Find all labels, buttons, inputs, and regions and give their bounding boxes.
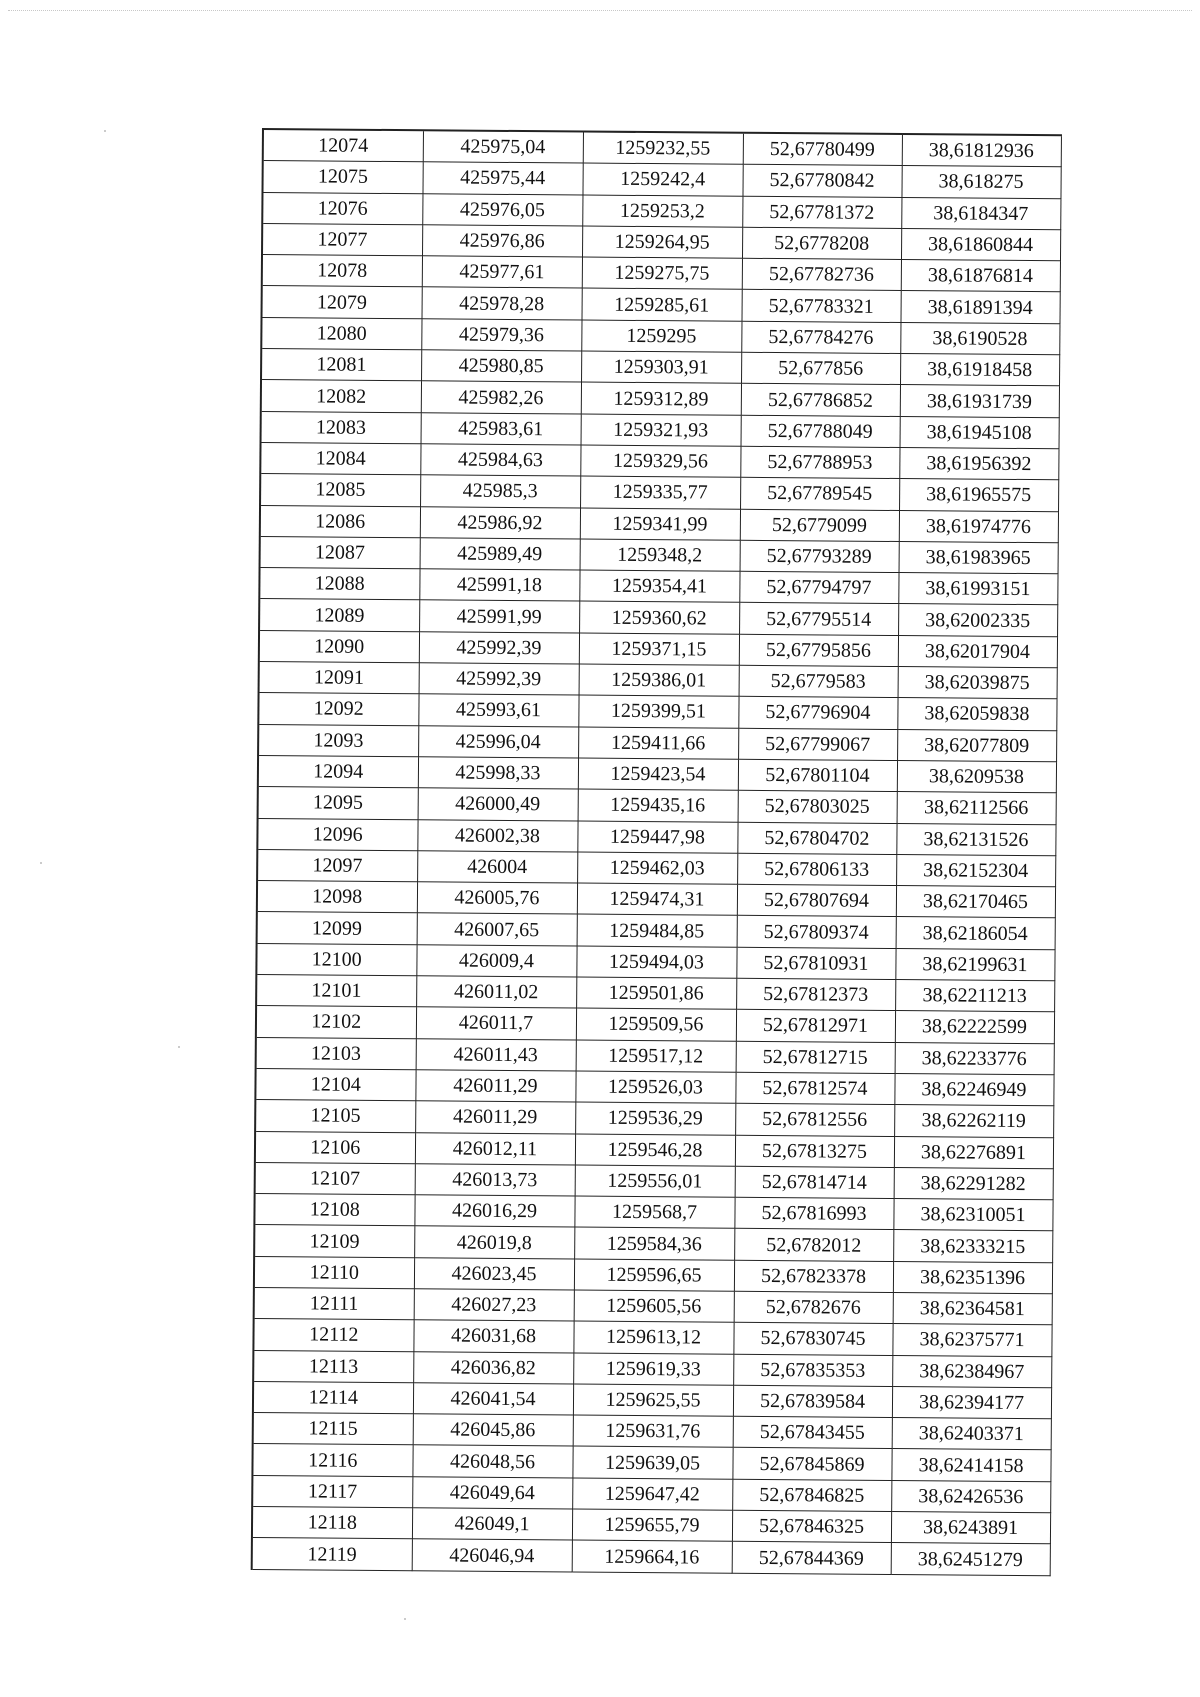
longitude-cell: 38,62131526 [896, 823, 1055, 856]
y-coordinate-cell: 1259526,03 [575, 1071, 735, 1104]
y-coordinate-cell: 1259474,31 [577, 883, 737, 916]
point-number-cell: 12101 [256, 974, 416, 1007]
latitude-cell: 52,67846825 [732, 1479, 891, 1512]
point-number-cell: 12116 [252, 1444, 412, 1477]
x-coordinate-cell: 425983,61 [421, 412, 581, 445]
y-coordinate-cell: 1259264,95 [582, 226, 742, 259]
y-coordinate-cell: 1259354,41 [579, 570, 739, 603]
longitude-cell: 38,62291282 [894, 1167, 1053, 1200]
y-coordinate-cell: 1259517,12 [576, 1040, 736, 1073]
y-coordinate-cell: 1259613,12 [573, 1321, 733, 1354]
point-number-cell: 12111 [254, 1287, 414, 1320]
longitude-cell: 38,61965575 [899, 479, 1058, 512]
x-coordinate-cell: 426013,73 [415, 1164, 575, 1197]
longitude-cell: 38,61891394 [900, 291, 1059, 324]
y-coordinate-cell: 1259647,42 [572, 1478, 732, 1511]
y-coordinate-cell: 1259348,2 [580, 539, 740, 572]
point-number-cell: 12093 [258, 724, 418, 757]
point-number-cell: 12104 [255, 1068, 415, 1101]
longitude-cell: 38,62222599 [895, 1011, 1054, 1044]
x-coordinate-cell: 425989,49 [420, 538, 580, 571]
x-coordinate-cell: 425982,26 [421, 381, 581, 414]
y-coordinate-cell: 1259275,75 [582, 257, 742, 290]
latitude-cell: 52,67804702 [737, 822, 896, 855]
y-coordinate-cell: 1259584,36 [574, 1227, 734, 1260]
latitude-cell: 52,67789545 [740, 478, 899, 511]
longitude-cell: 38,62310051 [893, 1199, 1052, 1232]
x-coordinate-cell: 426011,29 [415, 1101, 575, 1134]
x-coordinate-cell: 426036,82 [413, 1351, 573, 1384]
x-coordinate-cell: 425992,39 [419, 631, 579, 664]
y-coordinate-cell: 1259360,62 [579, 601, 739, 634]
latitude-cell: 52,67803025 [738, 790, 897, 823]
point-number-cell: 12118 [252, 1507, 412, 1540]
longitude-cell: 38,62170465 [896, 886, 1055, 919]
y-coordinate-cell: 1259312,89 [581, 382, 741, 415]
y-coordinate-cell: 1259536,29 [575, 1102, 735, 1135]
point-number-cell: 12108 [254, 1194, 414, 1227]
x-coordinate-cell: 426002,38 [417, 819, 577, 852]
point-number-cell: 12074 [263, 129, 423, 162]
point-number-cell: 12102 [256, 1006, 416, 1039]
longitude-cell: 38,62384967 [892, 1355, 1051, 1388]
point-number-cell: 12088 [259, 568, 419, 601]
latitude-cell: 52,67784276 [741, 321, 900, 354]
point-number-cell: 12117 [252, 1475, 412, 1508]
latitude-cell: 52,67809374 [737, 916, 896, 949]
x-coordinate-cell: 426031,68 [413, 1320, 573, 1353]
x-coordinate-cell: 426049,64 [412, 1476, 572, 1509]
latitude-cell: 52,67845869 [732, 1448, 891, 1481]
x-coordinate-cell: 426000,49 [418, 788, 578, 821]
scan-speck [178, 1046, 180, 1048]
longitude-cell: 38,61876814 [901, 260, 1060, 293]
y-coordinate-cell: 1259501,86 [576, 977, 736, 1010]
x-coordinate-cell: 426011,29 [415, 1070, 575, 1103]
latitude-cell: 52,677856 [741, 352, 900, 385]
scan-speck [40, 862, 42, 864]
longitude-cell: 38,62199631 [895, 948, 1054, 981]
latitude-cell: 52,67806133 [737, 853, 896, 886]
y-coordinate-cell: 1259619,33 [573, 1353, 733, 1386]
latitude-cell: 52,6782012 [734, 1229, 893, 1262]
latitude-cell: 52,67796904 [738, 697, 897, 730]
latitude-cell: 52,67839584 [733, 1385, 892, 1418]
point-number-cell: 12085 [260, 474, 420, 507]
longitude-cell: 38,62394177 [892, 1386, 1051, 1419]
latitude-cell: 52,67781372 [742, 196, 901, 229]
longitude-cell: 38,61931739 [900, 385, 1059, 418]
longitude-cell: 38,62186054 [896, 917, 1055, 950]
y-coordinate-cell: 1259625,55 [573, 1384, 733, 1417]
latitude-cell: 52,67786852 [741, 384, 900, 417]
x-coordinate-cell: 426016,29 [414, 1195, 574, 1228]
longitude-cell: 38,62333215 [893, 1230, 1052, 1263]
point-number-cell: 12089 [259, 599, 419, 632]
longitude-cell: 38,62002335 [898, 604, 1057, 637]
point-number-cell: 12098 [257, 881, 417, 914]
x-coordinate-cell: 425993,61 [418, 694, 578, 727]
longitude-cell: 38,61945108 [900, 416, 1059, 449]
point-number-cell: 12082 [261, 380, 421, 413]
x-coordinate-cell: 425991,18 [419, 569, 579, 602]
latitude-cell: 52,67788953 [740, 446, 899, 479]
point-number-cell: 12096 [257, 818, 417, 851]
x-coordinate-cell: 425984,63 [420, 444, 580, 477]
coordinates-sheet [251, 128, 1060, 1576]
x-coordinate-cell: 426023,45 [414, 1257, 574, 1290]
longitude-cell: 38,6184347 [901, 197, 1060, 230]
point-number-cell: 12086 [260, 505, 420, 538]
longitude-cell: 38,61812936 [902, 134, 1061, 167]
point-number-cell: 12119 [252, 1538, 412, 1571]
latitude-cell: 52,6778208 [742, 227, 901, 260]
latitude-cell: 52,67795856 [739, 634, 898, 667]
point-number-cell: 12076 [262, 192, 422, 225]
latitude-cell: 52,67846325 [732, 1510, 891, 1543]
point-number-cell: 12114 [253, 1381, 413, 1414]
latitude-cell: 52,67830745 [733, 1323, 892, 1356]
longitude-cell: 38,61993151 [898, 573, 1057, 606]
x-coordinate-cell: 425985,3 [420, 475, 580, 508]
longitude-cell: 38,62077809 [897, 729, 1056, 762]
y-coordinate-cell: 1259494,03 [576, 946, 736, 979]
y-coordinate-cell: 1259341,99 [580, 508, 740, 541]
y-coordinate-cell: 1259321,93 [581, 414, 741, 447]
longitude-cell: 38,61860844 [901, 228, 1060, 261]
y-coordinate-cell: 1259639,05 [572, 1446, 732, 1479]
latitude-cell: 52,67812556 [735, 1103, 894, 1136]
latitude-cell: 52,67835353 [733, 1354, 892, 1387]
y-coordinate-cell: 1259242,4 [582, 163, 742, 196]
latitude-cell: 52,67843455 [733, 1416, 892, 1449]
point-number-cell: 12083 [261, 411, 421, 444]
x-coordinate-cell: 425992,39 [419, 663, 579, 696]
x-coordinate-cell: 425976,05 [422, 193, 582, 226]
latitude-cell: 52,67807694 [737, 884, 896, 917]
longitude-cell: 38,6190528 [900, 322, 1059, 355]
longitude-cell: 38,6209538 [897, 760, 1056, 793]
scan-speck [104, 130, 106, 132]
latitude-cell: 52,67816993 [734, 1197, 893, 1230]
y-coordinate-cell: 1259462,03 [577, 852, 737, 885]
x-coordinate-cell: 426004 [417, 851, 577, 884]
longitude-cell: 38,62426536 [891, 1480, 1050, 1513]
longitude-cell: 38,61974776 [899, 510, 1058, 543]
longitude-cell: 38,61983965 [899, 541, 1058, 574]
coordinates-table [251, 128, 1062, 1576]
point-number-cell: 12097 [257, 849, 417, 882]
latitude-cell: 52,67795514 [739, 603, 898, 636]
point-number-cell: 12080 [261, 317, 421, 350]
latitude-cell: 52,67823378 [734, 1260, 893, 1293]
y-coordinate-cell: 1259232,55 [583, 132, 743, 165]
y-coordinate-cell: 1259596,65 [574, 1259, 734, 1292]
point-number-cell: 12084 [260, 442, 420, 475]
x-coordinate-cell: 425976,86 [422, 225, 582, 258]
latitude-cell: 52,67844369 [732, 1542, 891, 1575]
x-coordinate-cell: 425996,04 [418, 725, 578, 758]
x-coordinate-cell: 426019,8 [414, 1226, 574, 1259]
latitude-cell: 52,67801104 [738, 759, 897, 792]
y-coordinate-cell: 1259399,51 [578, 695, 738, 728]
longitude-cell: 38,62039875 [898, 667, 1057, 700]
y-coordinate-cell: 1259386,01 [579, 664, 739, 697]
scan-edge-line [8, 10, 1192, 11]
x-coordinate-cell: 426011,02 [416, 976, 576, 1009]
x-coordinate-cell: 425991,99 [419, 600, 579, 633]
latitude-cell: 52,67812715 [736, 1041, 895, 1074]
point-number-cell: 12115 [253, 1413, 413, 1446]
longitude-cell: 38,61956392 [899, 447, 1058, 480]
x-coordinate-cell: 425998,33 [418, 757, 578, 790]
x-coordinate-cell: 426049,1 [412, 1508, 572, 1541]
y-coordinate-cell: 1259285,61 [582, 289, 742, 322]
x-coordinate-cell: 425978,28 [422, 287, 582, 320]
y-coordinate-cell: 1259568,7 [574, 1196, 734, 1229]
y-coordinate-cell: 1259484,85 [577, 914, 737, 947]
y-coordinate-cell: 1259447,98 [577, 821, 737, 854]
x-coordinate-cell: 425975,44 [422, 162, 582, 195]
latitude-cell: 52,67810931 [736, 947, 895, 980]
x-coordinate-cell: 426046,94 [412, 1539, 572, 1572]
latitude-cell: 52,67812574 [735, 1072, 894, 1105]
x-coordinate-cell: 425980,85 [421, 350, 581, 383]
longitude-cell: 38,62233776 [895, 1042, 1054, 1075]
longitude-cell: 38,62059838 [897, 698, 1056, 731]
point-number-cell: 12106 [255, 1131, 415, 1164]
longitude-cell: 38,62152304 [896, 854, 1055, 887]
x-coordinate-cell: 425975,04 [423, 130, 583, 163]
x-coordinate-cell: 425979,36 [421, 319, 581, 352]
longitude-cell: 38,62211213 [895, 980, 1054, 1013]
point-number-cell: 12078 [262, 255, 422, 288]
point-number-cell: 12095 [258, 787, 418, 820]
longitude-cell: 38,62403371 [892, 1418, 1051, 1451]
y-coordinate-cell: 1259335,77 [580, 476, 740, 509]
latitude-cell: 52,67799067 [738, 728, 897, 761]
y-coordinate-cell: 1259371,15 [579, 633, 739, 666]
latitude-cell: 52,67813275 [735, 1135, 894, 1168]
point-number-cell: 12087 [260, 536, 420, 569]
point-number-cell: 12075 [262, 161, 422, 194]
x-coordinate-cell: 425986,92 [420, 506, 580, 539]
longitude-cell: 38,62451279 [891, 1543, 1050, 1576]
y-coordinate-cell: 1259556,01 [575, 1165, 735, 1198]
latitude-cell: 52,67788049 [741, 415, 900, 448]
latitude-cell: 52,67780499 [743, 133, 902, 166]
x-coordinate-cell: 425977,61 [422, 256, 582, 289]
y-coordinate-cell: 1259655,79 [572, 1509, 732, 1542]
x-coordinate-cell: 426048,56 [412, 1445, 572, 1478]
table-row [252, 1538, 1050, 1576]
point-number-cell: 12112 [253, 1319, 413, 1352]
longitude-cell: 38,62375771 [892, 1324, 1051, 1357]
point-number-cell: 12113 [253, 1350, 413, 1383]
x-coordinate-cell: 426027,23 [414, 1289, 574, 1322]
x-coordinate-cell: 426009,4 [416, 944, 576, 977]
point-number-cell: 12079 [262, 286, 422, 319]
longitude-cell: 38,62112566 [897, 792, 1056, 825]
point-number-cell: 12094 [258, 755, 418, 788]
y-coordinate-cell: 1259329,56 [580, 445, 740, 478]
longitude-cell: 38,62364581 [893, 1292, 1052, 1325]
point-number-cell: 12107 [255, 1162, 415, 1195]
longitude-cell: 38,62246949 [894, 1073, 1053, 1106]
y-coordinate-cell: 1259253,2 [582, 195, 742, 228]
latitude-cell: 52,67812373 [736, 978, 895, 1011]
longitude-cell: 38,61918458 [900, 354, 1059, 387]
point-number-cell: 12110 [254, 1256, 414, 1289]
scan-speck [404, 1618, 406, 1620]
point-number-cell: 12077 [262, 223, 422, 256]
y-coordinate-cell: 1259605,56 [574, 1290, 734, 1323]
point-number-cell: 12090 [259, 630, 419, 663]
longitude-cell: 38,62351396 [893, 1261, 1052, 1294]
latitude-cell: 52,6779583 [739, 665, 898, 698]
latitude-cell: 52,67782736 [742, 258, 901, 291]
y-coordinate-cell: 1259435,16 [578, 789, 738, 822]
point-number-cell: 12109 [254, 1225, 414, 1258]
coordinates-table-body [252, 129, 1061, 1575]
y-coordinate-cell: 1259546,28 [575, 1133, 735, 1166]
longitude-cell: 38,6243891 [891, 1512, 1050, 1545]
point-number-cell: 12092 [258, 693, 418, 726]
x-coordinate-cell: 426041,54 [413, 1383, 573, 1416]
y-coordinate-cell: 1259631,76 [573, 1415, 733, 1448]
latitude-cell: 52,67814714 [735, 1166, 894, 1199]
x-coordinate-cell: 426005,76 [417, 882, 577, 915]
x-coordinate-cell: 426045,86 [413, 1414, 573, 1447]
point-number-cell: 12105 [255, 1100, 415, 1133]
latitude-cell: 52,67783321 [741, 290, 900, 323]
latitude-cell: 52,67794797 [739, 571, 898, 604]
point-number-cell: 12100 [256, 943, 416, 976]
point-number-cell: 12091 [259, 662, 419, 695]
longitude-cell: 38,618275 [901, 166, 1060, 199]
x-coordinate-cell: 426011,7 [416, 1007, 576, 1040]
x-coordinate-cell: 426012,11 [415, 1132, 575, 1165]
longitude-cell: 38,62017904 [898, 635, 1057, 668]
x-coordinate-cell: 426011,43 [416, 1038, 576, 1071]
latitude-cell: 52,67793289 [740, 540, 899, 573]
longitude-cell: 38,62414158 [891, 1449, 1050, 1482]
y-coordinate-cell: 1259411,66 [578, 727, 738, 760]
y-coordinate-cell: 1259303,91 [581, 351, 741, 384]
point-number-cell: 12099 [257, 912, 417, 945]
y-coordinate-cell: 1259423,54 [578, 758, 738, 791]
latitude-cell: 52,6782676 [734, 1291, 893, 1324]
point-number-cell: 12103 [256, 1037, 416, 1070]
point-number-cell: 12081 [261, 349, 421, 382]
latitude-cell: 52,67812971 [736, 1010, 895, 1043]
latitude-cell: 52,6779099 [740, 509, 899, 542]
longitude-cell: 38,62276891 [894, 1136, 1053, 1169]
latitude-cell: 52,67780842 [742, 165, 901, 198]
y-coordinate-cell: 1259295 [581, 320, 741, 353]
y-coordinate-cell: 1259509,56 [576, 1008, 736, 1041]
y-coordinate-cell: 1259664,16 [572, 1540, 732, 1573]
x-coordinate-cell: 426007,65 [417, 913, 577, 946]
longitude-cell: 38,62262119 [894, 1105, 1053, 1138]
